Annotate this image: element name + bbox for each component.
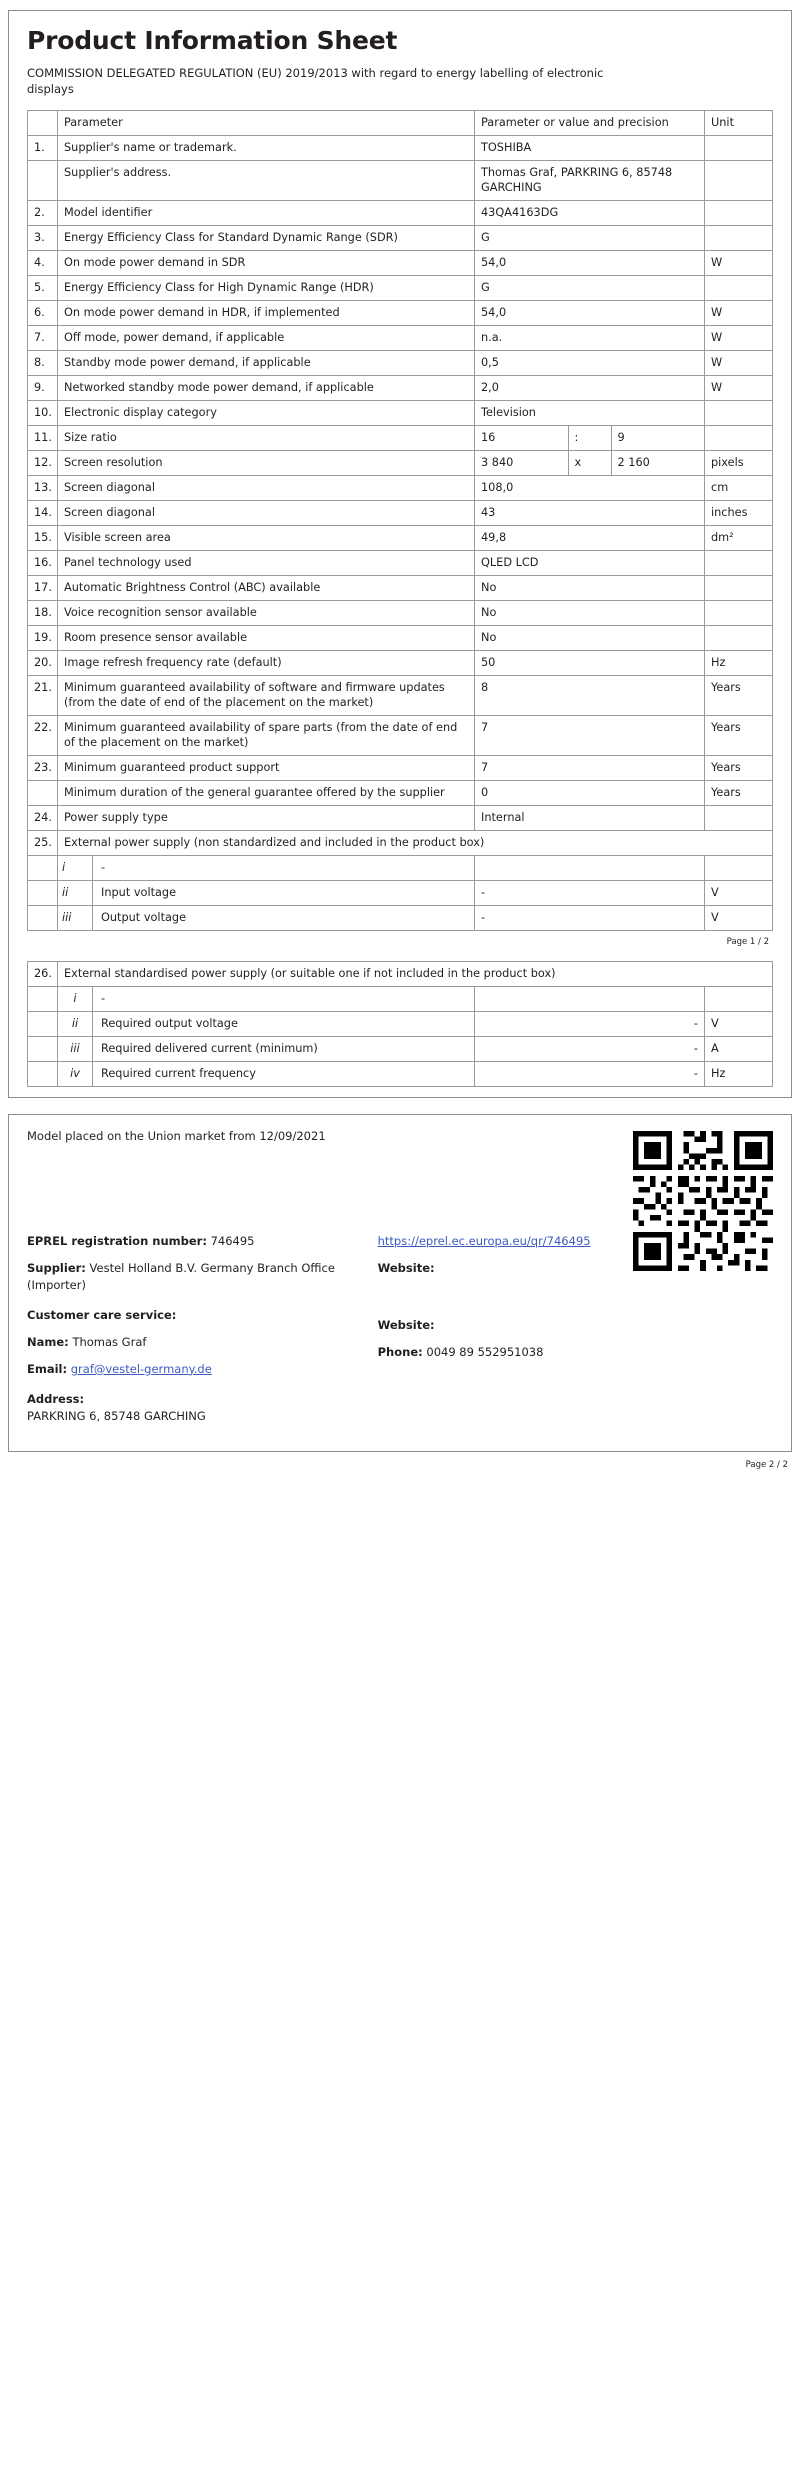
row-number: 18. bbox=[28, 601, 58, 626]
subrow-value: - bbox=[474, 1037, 704, 1062]
row-unit bbox=[705, 225, 773, 250]
row-number: 17. bbox=[28, 576, 58, 601]
row-parameter: Networked standby mode power demand, if applicable bbox=[58, 376, 475, 401]
row-number: 24. bbox=[28, 806, 58, 831]
email-link[interactable]: graf@vestel-germany.de bbox=[70, 1361, 212, 1376]
header-unit: Unit bbox=[705, 110, 773, 135]
row-unit: W bbox=[705, 325, 773, 350]
row-parameter: On mode power demand in HDR, if implemented bbox=[58, 300, 475, 325]
table-row bbox=[28, 806, 773, 831]
row-unit bbox=[705, 576, 773, 601]
subrow-unit: V bbox=[705, 881, 773, 906]
ratio-separator: : bbox=[568, 426, 611, 450]
row-unit bbox=[705, 275, 773, 300]
table-row bbox=[28, 275, 773, 300]
row-parameter: Size ratio bbox=[58, 426, 475, 451]
customer-care-heading: Customer care service: bbox=[27, 1308, 177, 1323]
table-row bbox=[28, 401, 773, 426]
product-information-sheet bbox=[8, 10, 792, 1098]
contact-name-row bbox=[27, 1334, 368, 1351]
row-number: 25. bbox=[28, 831, 58, 856]
row-value: 7 bbox=[475, 756, 705, 781]
table-subrow bbox=[28, 906, 773, 931]
page-title: Product Information Sheet bbox=[27, 26, 398, 55]
subrow-unit: V bbox=[705, 906, 773, 931]
table-row bbox=[28, 651, 773, 676]
product-parameters-table bbox=[27, 110, 773, 932]
row-parameter: Energy Efficiency Class for Standard Dynamic Range (SDR) bbox=[58, 225, 475, 250]
row-parameter: Minimum guaranteed availability of spare parts (from the date of end of the placement on the market) bbox=[58, 716, 475, 756]
row-unit: Years bbox=[705, 716, 773, 756]
subrow-parameter bbox=[58, 906, 475, 931]
row-value: No bbox=[475, 626, 705, 651]
subrow-index: ii bbox=[58, 881, 93, 905]
contact-email-row bbox=[27, 1361, 368, 1378]
row-unit: pixels bbox=[705, 451, 773, 476]
row-number: 22. bbox=[28, 716, 58, 756]
row-unit bbox=[705, 401, 773, 426]
row-parameter: Minimum guaranteed availability of software and firmware updates (from the date of end of the placement on the market) bbox=[58, 676, 475, 716]
subrow-blank bbox=[28, 906, 58, 931]
phone-value: 0049 89 552951038 bbox=[426, 1345, 544, 1360]
subrow-unit bbox=[705, 856, 773, 881]
subrow-value: - bbox=[475, 881, 705, 906]
header-num bbox=[28, 110, 58, 135]
table-row bbox=[28, 351, 773, 376]
subrow-blank bbox=[28, 881, 58, 906]
table-row bbox=[28, 716, 773, 756]
row-unit bbox=[705, 551, 773, 576]
row-number: 11. bbox=[28, 426, 58, 451]
subrow-label: Required current frequency bbox=[101, 1067, 256, 1081]
subrow-unit: Hz bbox=[704, 1062, 772, 1087]
row-value: 2,0 bbox=[475, 376, 705, 401]
row-unit: Years bbox=[705, 781, 773, 806]
row-unit bbox=[705, 806, 773, 831]
row-number: 10. bbox=[28, 401, 58, 426]
subrow-label: - bbox=[101, 992, 106, 1006]
subrow-value: - bbox=[474, 1062, 704, 1087]
row-unit: inches bbox=[705, 501, 773, 526]
row-parameter: Energy Efficiency Class for High Dynamic Range (HDR) bbox=[58, 275, 475, 300]
table-subrow bbox=[28, 1037, 773, 1062]
table-row bbox=[28, 160, 773, 200]
subrow-label: Required delivered current (minimum) bbox=[101, 1042, 318, 1056]
row-value: Thomas Graf, PARKRING 6, 85748 GARCHING bbox=[475, 160, 705, 200]
row-parameter: Panel technology used bbox=[58, 551, 475, 576]
table-row bbox=[28, 576, 773, 601]
table-row bbox=[28, 601, 773, 626]
row-parameter: Minimum duration of the general guarantee offered by the supplier bbox=[58, 781, 475, 806]
supplier-label: Supplier: bbox=[27, 1261, 86, 1276]
subrow-parameter bbox=[58, 987, 475, 1012]
table-subrow bbox=[28, 987, 773, 1012]
row-value bbox=[475, 451, 705, 476]
row-parameter: Visible screen area bbox=[58, 526, 475, 551]
row-number: 3. bbox=[28, 225, 58, 250]
care-website-label: Website: bbox=[377, 1318, 435, 1333]
eprel-label: EPREL registration number: bbox=[27, 1234, 207, 1249]
subrow-unit: A bbox=[704, 1037, 772, 1062]
row-parameter: Supplier's address. bbox=[58, 160, 475, 200]
qr-code-image bbox=[633, 1131, 773, 1271]
header-parameter: Parameter bbox=[58, 110, 475, 135]
address-label: Address: bbox=[27, 1392, 85, 1407]
page-1-footer: Page 1 / 2 bbox=[726, 937, 769, 948]
row-value: No bbox=[475, 576, 705, 601]
row-parameter: Screen diagonal bbox=[58, 476, 475, 501]
subrow-parameter bbox=[58, 881, 475, 906]
name-label: Name: bbox=[27, 1335, 69, 1350]
row-unit: Years bbox=[705, 756, 773, 781]
row-value: Television bbox=[475, 401, 705, 426]
external-power-supply-table bbox=[27, 961, 773, 1087]
phone-row bbox=[378, 1344, 773, 1361]
row-parameter: Image refresh frequency rate (default) bbox=[58, 651, 475, 676]
row-unit bbox=[705, 135, 773, 160]
row-parameter: Off mode, power demand, if applicable bbox=[58, 325, 475, 350]
row-unit: W bbox=[705, 376, 773, 401]
subrow-index: iv bbox=[58, 1062, 93, 1086]
row-parameter: Standby mode power demand, if applicable bbox=[58, 351, 475, 376]
table-subrow bbox=[28, 856, 773, 881]
row-number: 9. bbox=[28, 376, 58, 401]
ratio-separator: x bbox=[568, 451, 611, 475]
table-row bbox=[28, 476, 773, 501]
subrow-value: - bbox=[474, 1012, 704, 1037]
row-value: 54,0 bbox=[475, 300, 705, 325]
table-row-group-header bbox=[28, 962, 773, 987]
row-value: TOSHIBA bbox=[475, 135, 705, 160]
row-value: 54,0 bbox=[475, 250, 705, 275]
row-value: 7 bbox=[475, 716, 705, 756]
subrow-blank bbox=[28, 987, 58, 1012]
subrow-value bbox=[475, 856, 705, 881]
subrow-index: ii bbox=[58, 1012, 93, 1036]
table-row bbox=[28, 376, 773, 401]
row-unit bbox=[705, 160, 773, 200]
row-parameter: Supplier's name or trademark. bbox=[58, 135, 475, 160]
subrow-value: - bbox=[475, 906, 705, 931]
table-row bbox=[28, 626, 773, 651]
row-value: 50 bbox=[475, 651, 705, 676]
row-value bbox=[475, 426, 705, 451]
row-unit bbox=[705, 601, 773, 626]
table-row bbox=[28, 325, 773, 350]
subrow-blank bbox=[28, 856, 58, 881]
table-row bbox=[28, 781, 773, 806]
row-parameter: On mode power demand in SDR bbox=[58, 250, 475, 275]
subrow-label: - bbox=[101, 861, 106, 875]
row-value: 43QA4163DG bbox=[475, 200, 705, 225]
row-value: No bbox=[475, 601, 705, 626]
supplier-row bbox=[27, 1260, 368, 1293]
row-number bbox=[28, 160, 58, 200]
row-number: 14. bbox=[28, 501, 58, 526]
row-value: QLED LCD bbox=[475, 551, 705, 576]
row-unit: cm bbox=[705, 476, 773, 501]
table-subrow bbox=[28, 1012, 773, 1037]
row-unit: Hz bbox=[705, 651, 773, 676]
ratio-width: 3 840 bbox=[481, 456, 514, 470]
row-unit bbox=[705, 626, 773, 651]
subrow-index: i bbox=[58, 987, 93, 1011]
subrow-blank bbox=[28, 1012, 58, 1037]
subrow-label: Output voltage bbox=[101, 911, 187, 925]
regulation-subtitle: COMMISSION DELEGATED REGULATION (EU) 2019/2013 with regard to energy labelling of electronic displays bbox=[27, 65, 604, 97]
row-number: 8. bbox=[28, 351, 58, 376]
ratio-width: 16 bbox=[481, 431, 496, 445]
row-parameter: External standardised power supply (or suitable one if not included in the product box) bbox=[58, 962, 773, 987]
row-parameter: Voice recognition sensor available bbox=[58, 601, 475, 626]
table-row bbox=[28, 756, 773, 781]
row-number: 21. bbox=[28, 676, 58, 716]
ratio-height: 9 bbox=[611, 426, 704, 450]
row-parameter: Automatic Brightness Control (ABC) available bbox=[58, 576, 475, 601]
row-number: 16. bbox=[28, 551, 58, 576]
row-number: 15. bbox=[28, 526, 58, 551]
row-value: G bbox=[475, 225, 705, 250]
subrow-parameter bbox=[58, 856, 475, 881]
row-parameter: Room presence sensor available bbox=[58, 626, 475, 651]
row-value: 49,8 bbox=[475, 526, 705, 551]
subrow-index: i bbox=[58, 856, 93, 880]
subrow-blank bbox=[28, 1062, 58, 1087]
row-parameter: Screen resolution bbox=[58, 451, 475, 476]
address-value: PARKRING 6, 85748 GARCHING bbox=[27, 1409, 206, 1424]
header-value: Parameter or value and precision bbox=[475, 110, 705, 135]
supplier-value: Vestel Holland B.V. Germany Branch Office (Importer) bbox=[27, 1261, 335, 1292]
row-number: 12. bbox=[28, 451, 58, 476]
row-parameter: Model identifier bbox=[58, 200, 475, 225]
table-row bbox=[28, 250, 773, 275]
subrow-unit: V bbox=[704, 1012, 772, 1037]
table-row bbox=[28, 451, 773, 476]
table-row-group-header bbox=[28, 831, 773, 856]
row-unit: Years bbox=[705, 676, 773, 716]
table-row bbox=[28, 426, 773, 451]
subrow-parameter bbox=[58, 1062, 475, 1087]
row-parameter: Screen diagonal bbox=[58, 501, 475, 526]
subrow-parameter bbox=[58, 1037, 475, 1062]
row-unit: W bbox=[705, 351, 773, 376]
row-value: 0,5 bbox=[475, 351, 705, 376]
table-row bbox=[28, 135, 773, 160]
subrow-label: Input voltage bbox=[101, 886, 177, 900]
subrow-index: iii bbox=[58, 906, 93, 930]
row-number: 1. bbox=[28, 135, 58, 160]
row-parameter: Minimum guaranteed product support bbox=[58, 756, 475, 781]
row-value: 108,0 bbox=[475, 476, 705, 501]
table-subrow bbox=[28, 1062, 773, 1087]
row-unit: dm² bbox=[705, 526, 773, 551]
page-2-footer: Page 2 / 2 bbox=[745, 1459, 788, 1470]
row-number: 6. bbox=[28, 300, 58, 325]
row-number: 2. bbox=[28, 200, 58, 225]
supplier-info-card bbox=[8, 1114, 792, 1451]
table-row bbox=[28, 225, 773, 250]
row-unit: W bbox=[705, 300, 773, 325]
subrow-index: iii bbox=[58, 1037, 93, 1061]
ratio-height: 2 160 bbox=[611, 451, 704, 475]
name-value: Thomas Graf bbox=[72, 1335, 147, 1350]
supplier-website-label: Website: bbox=[377, 1261, 435, 1276]
eprel-registration bbox=[27, 1233, 368, 1250]
row-number bbox=[28, 781, 58, 806]
row-value: n.a. bbox=[475, 325, 705, 350]
row-number: 13. bbox=[28, 476, 58, 501]
subrow-parameter bbox=[58, 1012, 475, 1037]
row-unit: W bbox=[705, 250, 773, 275]
subrow-label: Required output voltage bbox=[101, 1017, 238, 1031]
row-parameter: External power supply (non standardized and included in the product box) bbox=[58, 831, 773, 856]
row-value: 43 bbox=[475, 501, 705, 526]
row-number: 4. bbox=[28, 250, 58, 275]
phone-label: Phone: bbox=[377, 1345, 423, 1360]
row-number: 26. bbox=[28, 962, 58, 987]
row-parameter: Electronic display category bbox=[58, 401, 475, 426]
row-value: G bbox=[475, 275, 705, 300]
eprel-url-link[interactable]: https://eprel.ec.europa.eu/qr/746495 bbox=[377, 1234, 591, 1249]
row-number: 7. bbox=[28, 325, 58, 350]
table-subrow bbox=[28, 881, 773, 906]
row-number: 23. bbox=[28, 756, 58, 781]
row-value: Internal bbox=[475, 806, 705, 831]
row-value: 0 bbox=[475, 781, 705, 806]
qr-code bbox=[633, 1131, 773, 1271]
table-row bbox=[28, 501, 773, 526]
table-row bbox=[28, 551, 773, 576]
eprel-value: 746495 bbox=[210, 1234, 255, 1249]
subrow-unit bbox=[704, 987, 772, 1012]
subrow-blank bbox=[28, 1037, 58, 1062]
email-label: Email: bbox=[27, 1361, 68, 1376]
row-value: 8 bbox=[475, 676, 705, 716]
document-page bbox=[0, 10, 800, 2030]
row-unit bbox=[705, 200, 773, 225]
table-row bbox=[28, 676, 773, 716]
table-row bbox=[28, 300, 773, 325]
subrow-value bbox=[474, 987, 704, 1012]
row-unit bbox=[705, 426, 773, 451]
address-row bbox=[27, 1391, 368, 1424]
table-row bbox=[28, 526, 773, 551]
care-website-row bbox=[378, 1317, 773, 1334]
row-number: 5. bbox=[28, 275, 58, 300]
market-placement-line: Model placed on the Union market from 12/09/2021 bbox=[27, 1129, 326, 1144]
row-parameter: Power supply type bbox=[58, 806, 475, 831]
table-header-row bbox=[28, 110, 773, 135]
table-row bbox=[28, 200, 773, 225]
row-number: 20. bbox=[28, 651, 58, 676]
row-number: 19. bbox=[28, 626, 58, 651]
